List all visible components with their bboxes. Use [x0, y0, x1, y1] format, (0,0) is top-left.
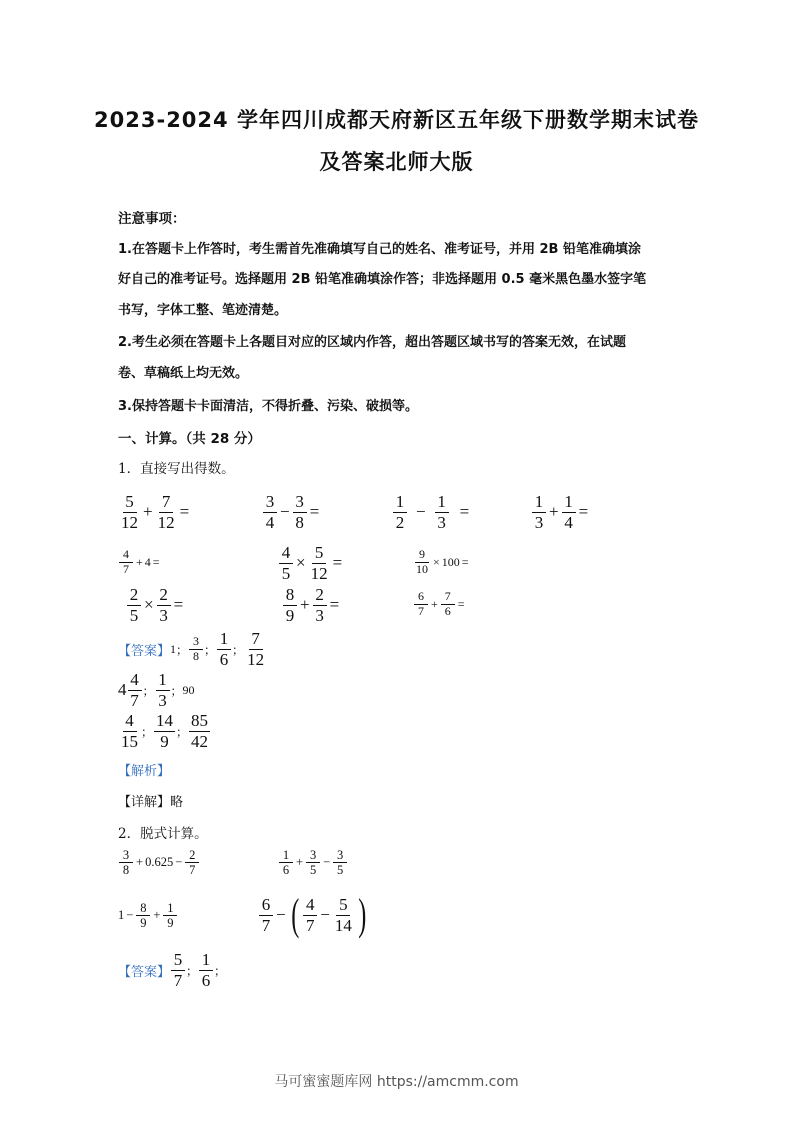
analysis-tag: 【解析】: [118, 764, 171, 779]
math-expression: $\frac{9}{10}$ × 100 =: [416, 547, 469, 576]
note-line: 1.在答题卡上作答时，考生需首先准确填写自己的姓名、准考证号，并用 2B 铅笔准确填涂: [118, 242, 641, 257]
math-expression: $\frac{8}{9}$ + $\frac{2}{3}$ =: [282, 585, 341, 625]
notes-heading: 注意事项：: [118, 211, 186, 227]
note-line: 2.考生必须在答题卡上各题目对应的区域内作答，超出答题区域书写的答案无效，在试题: [118, 335, 626, 350]
footer-watermark: 马可蜜蜜题库网 https://amcmm.com: [274, 1074, 519, 1090]
answer-line: 【答案】 1 ； $\frac{3}{8}$ ； $\frac{1}{6}$ ； $\frac{7}{12}$: [118, 629, 265, 669]
note-line: 卷、草稿纸上均无效。: [118, 366, 249, 381]
page-title-line1: 2023-2024 学年四川成都天府新区五年级下册数学期末试卷: [94, 108, 699, 132]
section-heading: 一、计算。（共 28 分）: [118, 431, 261, 447]
math-expression: $\frac{3}{4}$ − $\frac{3}{8}$ =: [262, 492, 321, 532]
math-expression: $\frac{1}{6}$ + $\frac{3}{5}$ − $\frac{3}{5}$: [278, 848, 348, 878]
note-line: 好自己的准考证号。选择题用 2B 铅笔准确填涂作答；非选择题用 0.5 毫米黑色墨水签字笔: [118, 272, 647, 287]
math-expression: $\frac{6}{7}$ − ( $\frac{4}{7}$ − $\frac{5}{14}$ ): [258, 893, 370, 937]
math-expression: $\frac{3}{8}$ + 0.625 − $\frac{2}{7}$: [118, 848, 200, 878]
answer-tag: 【答案】: [118, 964, 171, 980]
math-expression: $\frac{4}{5}$ × $\frac{5}{12}$ =: [278, 543, 344, 583]
page-title-line2: 及答案北师大版: [319, 150, 474, 174]
math-expression: $\frac{2}{5}$ × $\frac{2}{3}$ =: [126, 585, 185, 625]
math-expression: $\frac{1}{2}$ − $\frac{1}{3}$ =: [392, 492, 471, 532]
note-line: 书写，字体工整、笔迹清楚。: [118, 303, 288, 318]
note-line: 3.保持答题卡卡面清洁，不得折叠、污染、破损等。: [118, 399, 418, 414]
math-expression: $\frac{5}{12}$ + $\frac{7}{12}$ =: [121, 492, 190, 532]
answer-line: $\frac{4}{15}$ ； $\frac{14}{9}$ ； $\frac{85}{42}$: [121, 711, 209, 751]
detail-line: 【详解】略: [118, 795, 184, 810]
math-expression: $\frac{6}{7}$ + $\frac{7}{6}$ =: [413, 590, 467, 619]
math-expression: 1 − $\frac{8}{9}$ + $\frac{1}{9}$: [118, 901, 178, 931]
math-expression: $\frac{4}{7}$ + 4 =: [118, 548, 162, 577]
answer-tag: 【答案】: [118, 643, 171, 659]
question-label: 2．脱式计算。: [118, 826, 208, 842]
math-expression: $\frac{1}{3}$ + $\frac{1}{4}$ =: [531, 492, 590, 532]
answer-line: 4 $\frac{4}{7}$ ； $\frac{1}{3}$ ； 90: [118, 670, 195, 710]
answer-line: 【答案】 $\frac{5}{7}$ ； $\frac{1}{6}$ ；: [118, 950, 227, 990]
question-label: 1．直接写出得数。: [118, 461, 235, 477]
